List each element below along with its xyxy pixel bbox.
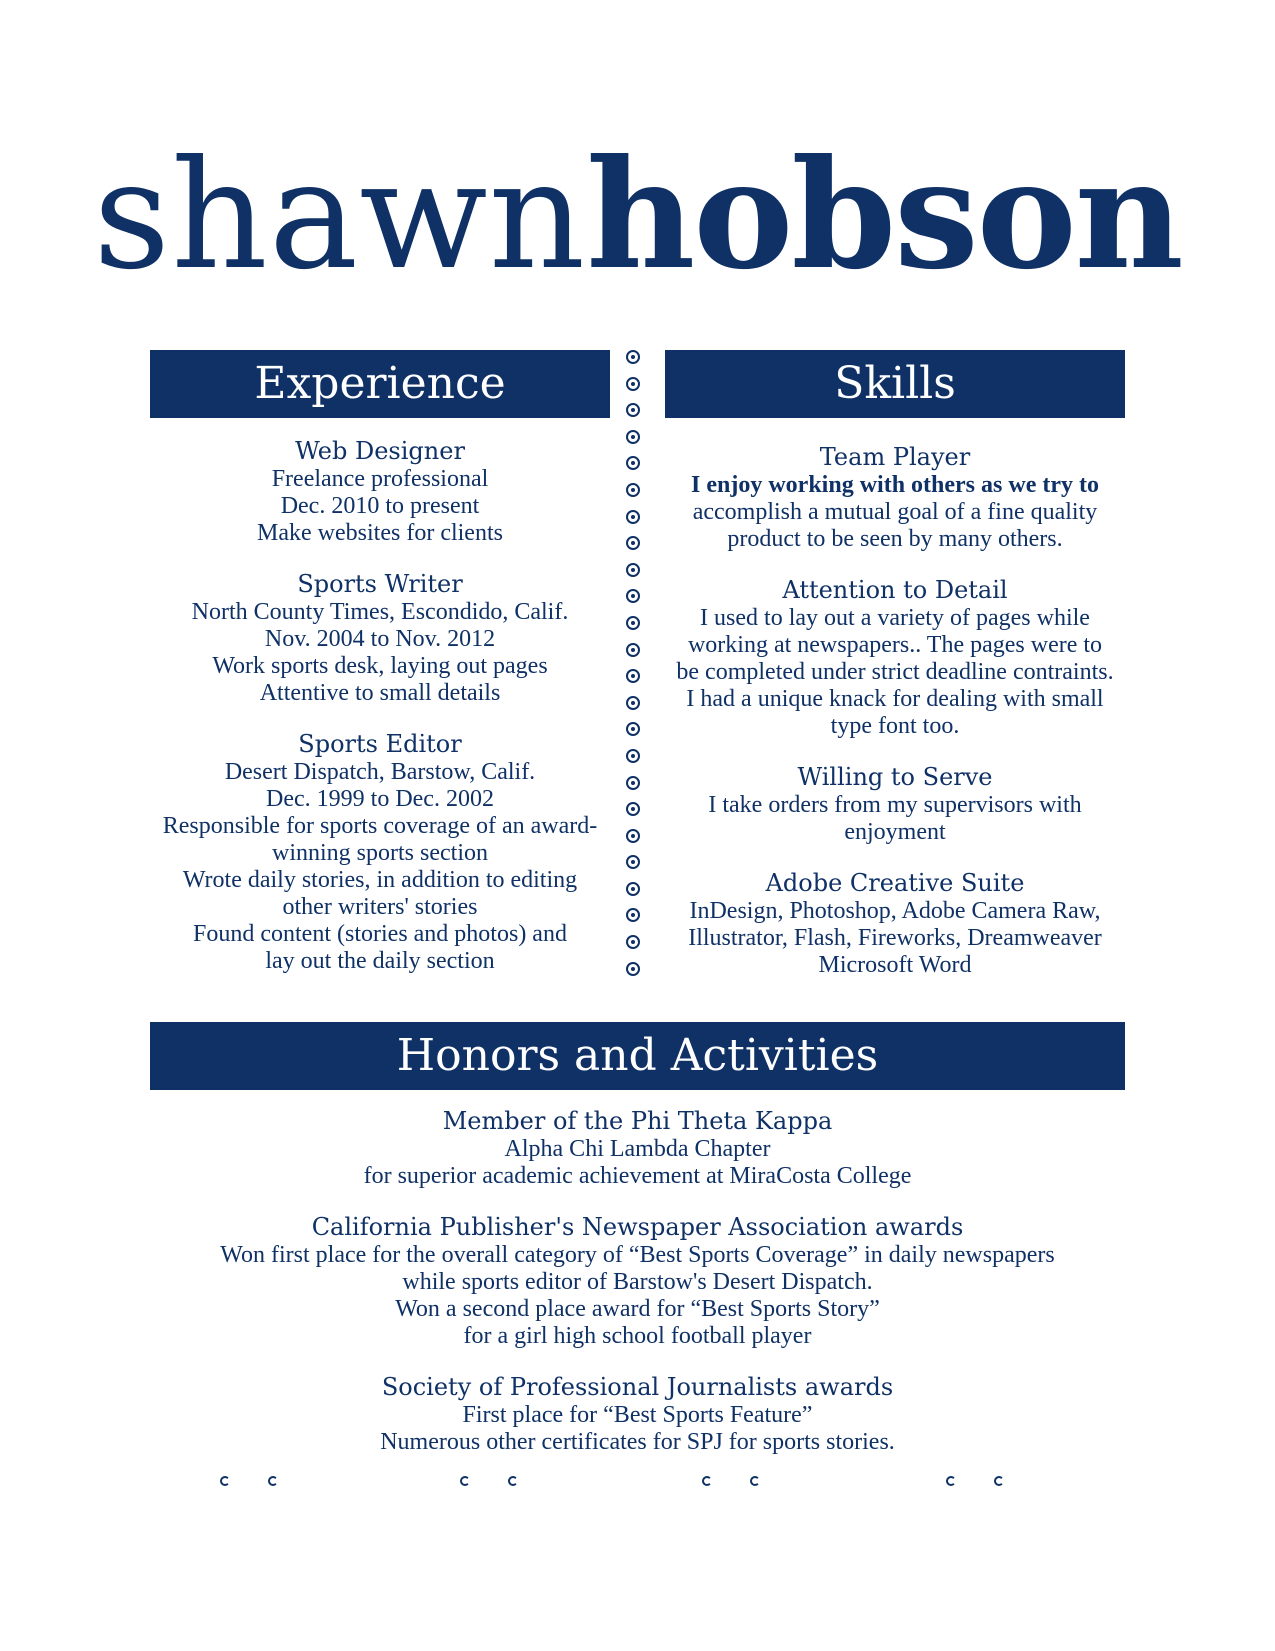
honor-detail: First place for “Best Sports Feature” [462, 1402, 813, 1428]
skill-detail: working at newspapers.. The pages were to [687, 632, 1103, 658]
circle-ornament-icon [626, 377, 640, 391]
honor-entry [150, 1372, 1125, 1456]
honor-title: California Publisher's Newspaper Association awards [311, 1213, 964, 1241]
circle-ornament-icon [626, 962, 640, 976]
skill-title: Attention to Detail [782, 576, 1008, 604]
job-detail: Responsible for sports coverage of an award- [162, 813, 598, 839]
skills-heading [665, 350, 1125, 418]
circle-ornament-icon [626, 536, 640, 550]
skill-entry [665, 575, 1125, 740]
swirl-ornament-icon [946, 1476, 956, 1486]
job-detail: Nov. 2004 to Nov. 2012 [264, 626, 496, 652]
experience-heading-text: Experience [254, 358, 506, 409]
circle-ornament-icon [626, 696, 640, 710]
skills-heading-text: Skills [834, 358, 956, 409]
skill-detail: type font too. [830, 713, 960, 739]
circle-ornament-icon [626, 563, 640, 577]
skill-detail: InDesign, Photoshop, Adobe Camera Raw, [689, 898, 1101, 924]
skill-detail: Microsoft Word [818, 952, 972, 978]
circle-ornament-icon [626, 616, 640, 630]
skill-detail: be completed under strict deadline contraints. [676, 659, 1114, 685]
job-detail: winning sports section [272, 840, 488, 866]
skill-title: Willing to Serve [797, 763, 993, 791]
experience-entry [150, 569, 610, 707]
skill-entry [665, 442, 1125, 553]
experience-entry [150, 436, 610, 547]
circle-ornament-icon [626, 643, 640, 657]
job-title: Sports Editor [298, 730, 462, 758]
honors-heading [150, 1022, 1125, 1090]
circle-ornament-icon [626, 350, 640, 364]
skills-column [665, 442, 1125, 1001]
circle-ornament-icon [626, 935, 640, 949]
honor-detail: for superior academic achievement at MiraCosta College [363, 1163, 912, 1189]
job-detail: Dec. 1999 to Dec. 2002 [266, 786, 494, 812]
skill-title: Team Player [819, 443, 971, 471]
circle-ornament-icon [626, 855, 640, 869]
experience-entry [150, 729, 610, 975]
skill-detail: I take orders from my supervisors with [708, 792, 1082, 818]
experience-heading [150, 350, 610, 418]
swirl-ornament-icon [268, 1476, 278, 1486]
swirl-ornament-icon [750, 1476, 760, 1486]
job-detail: Make websites for clients [257, 520, 503, 546]
job-detail: Desert Dispatch, Barstow, Calif. [224, 759, 536, 785]
honor-detail: Numerous other certificates for SPJ for sports stories. [380, 1429, 895, 1455]
honors-section [150, 1106, 1125, 1478]
experience-column [150, 436, 610, 997]
circle-ornament-icon [626, 829, 640, 843]
circle-ornament-icon [626, 776, 640, 790]
circle-ornament-icon [626, 456, 640, 470]
job-detail: North County Times, Escondido, Calif. [191, 599, 569, 625]
honor-detail: for a girl high school football player [463, 1323, 812, 1349]
skill-detail: product to be seen by many others. [727, 526, 1063, 552]
honor-detail: while sports editor of Barstow's Desert Dispatch. [402, 1269, 873, 1295]
honor-detail: Won a second place award for “Best Sports Story” [395, 1296, 880, 1322]
circle-ornament-icon [626, 510, 640, 524]
circle-ornament-icon [626, 749, 640, 763]
honor-entry [150, 1106, 1125, 1190]
circle-ornament-icon [626, 882, 640, 896]
resume-name [0, 127, 1275, 303]
skill-detail: I used to lay out a variety of pages while [700, 605, 1090, 631]
job-detail: Work sports desk, laying out pages [212, 653, 548, 679]
circle-ornament-icon [626, 430, 640, 444]
honors-heading-text: Honors and Activities [396, 1030, 879, 1081]
first-name: shawn [93, 129, 587, 303]
job-detail: Attentive to small details [259, 680, 501, 706]
job-detail: other writers' stories [282, 894, 478, 920]
skill-detail: I had a unique knack for dealing with small [686, 686, 1104, 712]
job-detail: Wrote daily stories, in addition to editing [182, 867, 578, 893]
circle-ornament-icon [626, 483, 640, 497]
circle-ornament-icon [626, 722, 640, 736]
job-detail: Freelance professional [271, 466, 489, 492]
circle-ornament-icon [626, 802, 640, 816]
honor-entry [150, 1212, 1125, 1350]
swirl-ornament-icon [460, 1476, 470, 1486]
skill-detail: I enjoy working with others as we try to [691, 472, 1099, 498]
skill-title: Adobe Creative Suite [765, 869, 1025, 897]
circle-ornament-icon [626, 589, 640, 603]
swirl-ornament-icon [702, 1476, 712, 1486]
skill-detail: accomplish a mutual goal of a fine quality [692, 499, 1098, 525]
honor-detail: Alpha Chi Lambda Chapter [504, 1136, 771, 1162]
job-title: Sports Writer [297, 570, 463, 598]
skill-entry [665, 868, 1125, 979]
job-detail: Dec. 2010 to present [280, 493, 480, 519]
skill-detail: enjoyment [844, 819, 946, 845]
honor-detail: Won first place for the overall category of “Best Sports Coverage” in daily newspapers [220, 1242, 1055, 1268]
skill-entry [665, 762, 1125, 846]
honor-title: Society of Professional Journalists awards [381, 1373, 894, 1401]
column-divider [626, 350, 644, 988]
last-name: hobson [586, 127, 1182, 303]
job-title: Web Designer [295, 437, 465, 465]
swirl-ornament-icon [508, 1476, 518, 1486]
circle-ornament-icon [626, 669, 640, 683]
swirl-ornament-icon [220, 1476, 230, 1486]
swirl-ornament-icon [994, 1476, 1004, 1486]
job-detail: Found content (stories and photos) and [193, 921, 567, 947]
job-detail: lay out the daily section [265, 948, 495, 974]
honor-title: Member of the Phi Theta Kappa [442, 1107, 833, 1135]
skill-detail: Illustrator, Flash, Fireworks, Dreamweaver [688, 925, 1102, 951]
circle-ornament-icon [626, 403, 640, 417]
circle-ornament-icon [626, 908, 640, 922]
